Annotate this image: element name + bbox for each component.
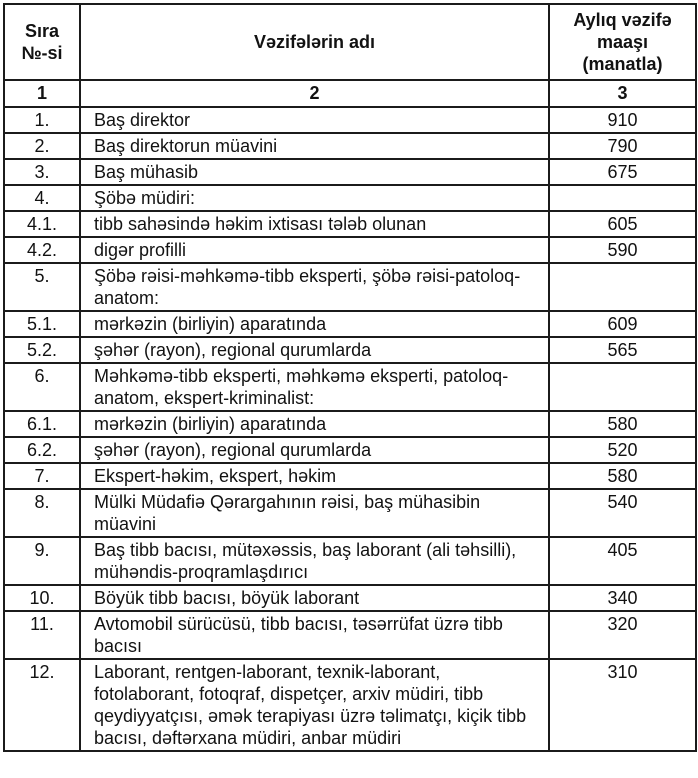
position-name-cell: mərkəzin (birliyin) aparatında [80, 311, 549, 337]
salary-cell: 320 [549, 611, 696, 659]
table-row [4, 237, 696, 263]
position-name-cell: digər profilli [80, 237, 549, 263]
header-cell-salary: Aylıq vəzifə maaşı (manatla) [549, 4, 696, 80]
salary-cell: 405 [549, 537, 696, 585]
table-row [4, 463, 696, 489]
salary-cell [549, 363, 696, 411]
row-number-cell: 6.1. [4, 411, 80, 437]
position-name-cell: Mülki Müdafiə Qərargahının rəisi, baş mühasibin müavini [80, 489, 549, 537]
salary-cell: 609 [549, 311, 696, 337]
position-name-cell: Şöbə rəisi-məhkəmə-tibb eksperti, şöbə rəisi-patoloq-anatom: [80, 263, 549, 311]
row-number-cell: 6. [4, 363, 80, 411]
position-name-cell: şəhər (rayon), regional qurumlarda [80, 437, 549, 463]
salary-cell: 790 [549, 133, 696, 159]
salary-cell [549, 185, 696, 211]
salary-cell: 580 [549, 411, 696, 437]
table-row [4, 363, 696, 411]
salary-cell [549, 263, 696, 311]
table-row [4, 311, 696, 337]
salary-cell: 580 [549, 463, 696, 489]
position-name-cell: Laborant, rentgen-laborant, texnik-laborant, fotolaborant, fotoqraf, dispetçer, arxiv müdiri, tibb qeydiyyatçısı, əmək terapiyası üzrə təlimatçı, kiçik tibb bacısı, dəftərxana müdiri, anbar müdiri [80, 659, 549, 751]
row-number-cell: 10. [4, 585, 80, 611]
table-row [4, 489, 696, 537]
row-number-cell: 9. [4, 537, 80, 585]
row-number-cell: 11. [4, 611, 80, 659]
salary-cell: 565 [549, 337, 696, 363]
position-name-cell: Baş direktorun müavini [80, 133, 549, 159]
salary-cell: 520 [549, 437, 696, 463]
row-number-cell: 5.2. [4, 337, 80, 363]
salary-table [3, 3, 697, 752]
header-cell-position-name: Vəzifələrin adı [80, 4, 549, 80]
position-name-cell: şəhər (rayon), regional qurumlarda [80, 337, 549, 363]
table-row [4, 133, 696, 159]
table-row [4, 211, 696, 237]
column-number-2: 2 [80, 80, 549, 107]
row-number-cell: 6.2. [4, 437, 80, 463]
position-name-cell: Böyük tibb bacısı, böyük laborant [80, 585, 549, 611]
row-number-cell: 4. [4, 185, 80, 211]
header-cell-row-number: Sıra №-si [4, 4, 80, 80]
row-number-cell: 8. [4, 489, 80, 537]
row-number-cell: 3. [4, 159, 80, 185]
position-name-cell: Şöbə müdiri: [80, 185, 549, 211]
salary-cell: 605 [549, 211, 696, 237]
position-name-cell: tibb sahəsində həkim ixtisası tələb olunan [80, 211, 549, 237]
row-number-cell: 1. [4, 107, 80, 133]
row-number-cell: 7. [4, 463, 80, 489]
table-row [4, 585, 696, 611]
table-row [4, 437, 696, 463]
table-row [4, 159, 696, 185]
row-number-cell: 5.1. [4, 311, 80, 337]
row-number-cell: 4.1. [4, 211, 80, 237]
column-number-3: 3 [549, 80, 696, 107]
salary-cell: 340 [549, 585, 696, 611]
salary-cell: 910 [549, 107, 696, 133]
position-name-cell: Baş tibb bacısı, mütəxəssis, baş laborant (ali təhsilli), mühəndis-proqramlaşdırıcı [80, 537, 549, 585]
column-number-row [4, 80, 696, 107]
position-name-cell: mərkəzin (birliyin) aparatında [80, 411, 549, 437]
salary-cell: 675 [549, 159, 696, 185]
table-row [4, 537, 696, 585]
position-name-cell: Ekspert-həkim, ekspert, həkim [80, 463, 549, 489]
position-name-cell: Baş direktor [80, 107, 549, 133]
row-number-cell: 12. [4, 659, 80, 751]
table-row [4, 185, 696, 211]
position-name-cell: Avtomobil sürücüsü, tibb bacısı, təsərrüfat üzrə tibb bacısı [80, 611, 549, 659]
table-row [4, 659, 696, 751]
table-row [4, 611, 696, 659]
column-number-1: 1 [4, 80, 80, 107]
salary-cell: 590 [549, 237, 696, 263]
salary-cell: 310 [549, 659, 696, 751]
position-name-cell: Məhkəmə-tibb eksperti, məhkəmə eksperti, patoloq-anatom, ekspert-kriminalist: [80, 363, 549, 411]
row-number-cell: 4.2. [4, 237, 80, 263]
table-row [4, 337, 696, 363]
salary-cell: 540 [549, 489, 696, 537]
table-row [4, 263, 696, 311]
row-number-cell: 5. [4, 263, 80, 311]
table-row [4, 107, 696, 133]
position-name-cell: Baş mühasib [80, 159, 549, 185]
row-number-cell: 2. [4, 133, 80, 159]
table-row [4, 411, 696, 437]
header-row [4, 4, 696, 80]
